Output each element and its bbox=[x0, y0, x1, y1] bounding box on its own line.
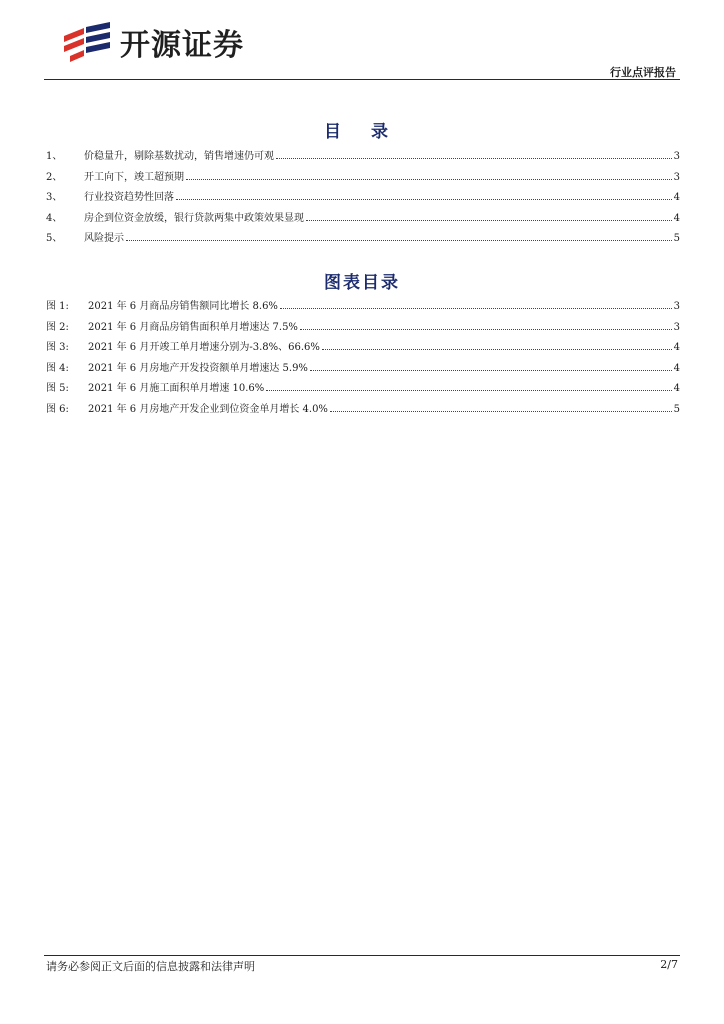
figure-entry-page: 4 bbox=[673, 362, 680, 374]
toc-entry-label: 价稳量升，剔除基数扰动，销售增速仍可观 bbox=[84, 151, 274, 162]
figure-entry-page: 5 bbox=[673, 403, 680, 415]
dot-leader bbox=[186, 179, 672, 180]
toc-entry-number: 3、 bbox=[46, 192, 63, 203]
toc-entry-page: 4 bbox=[673, 192, 680, 203]
toc-entry-number: 2、 bbox=[46, 171, 63, 183]
toc-entry-page: 3 bbox=[673, 171, 680, 183]
figure-entry-page: 3 bbox=[673, 301, 680, 312]
figure-entry[interactable] bbox=[46, 379, 680, 400]
toc-entry-page: 5 bbox=[673, 233, 680, 244]
dot-leader bbox=[306, 220, 672, 221]
figure-entry-number: 图 5: bbox=[46, 383, 69, 394]
figure-entry-label: 2021 年 6 月房地产开发投资额单月增速达 5.9% bbox=[88, 362, 308, 374]
figure-entry[interactable] bbox=[46, 318, 680, 339]
figure-entry-page: 3 bbox=[673, 321, 680, 333]
toc-entry-page: 3 bbox=[673, 151, 680, 162]
figure-entry-label: 2021 年 6 月商品房销售额同比增长 8.6% bbox=[88, 301, 278, 312]
dot-leader bbox=[322, 349, 672, 350]
dot-leader bbox=[276, 158, 672, 159]
figures-toc-list bbox=[46, 297, 680, 420]
toc-entry-number: 1、 bbox=[46, 151, 63, 162]
figure-entry-page: 4 bbox=[673, 383, 680, 394]
toc-entry[interactable] bbox=[46, 188, 680, 209]
toc-entry[interactable] bbox=[46, 168, 680, 189]
toc-title: 目 录 bbox=[324, 122, 400, 142]
figure-entry-page: 4 bbox=[673, 342, 680, 353]
figure-entry-label: 2021 年 6 月开竣工单月增速分别为-3.8%、66.6% bbox=[88, 342, 320, 353]
figure-entry-number: 图 3: bbox=[46, 342, 69, 353]
figure-entry[interactable] bbox=[46, 400, 680, 421]
toc-entry[interactable] bbox=[46, 229, 680, 250]
logo-mark-icon bbox=[60, 22, 114, 62]
toc-entry-number: 5、 bbox=[46, 233, 63, 244]
toc-list bbox=[46, 147, 680, 250]
dot-leader bbox=[266, 390, 671, 391]
toc-entry-number: 4、 bbox=[46, 212, 63, 224]
toc-entry-page: 4 bbox=[673, 212, 680, 224]
toc-entry-label: 风险提示 bbox=[84, 233, 124, 244]
toc-entry-label: 行业投资趋势性回落 bbox=[84, 192, 174, 203]
dot-leader bbox=[330, 411, 672, 412]
footer-divider bbox=[44, 955, 680, 956]
company-logo bbox=[60, 22, 244, 62]
figure-entry-label: 2021 年 6 月房地产开发企业到位资金单月增长 4.0% bbox=[88, 403, 328, 415]
figure-entry[interactable] bbox=[46, 359, 680, 380]
dot-leader bbox=[280, 308, 672, 309]
figure-entry-number: 图 1: bbox=[46, 301, 69, 312]
figure-entry-label: 2021 年 6 月施工面积单月增速 10.6% bbox=[88, 383, 265, 394]
dot-leader bbox=[176, 199, 672, 200]
dot-leader bbox=[300, 329, 672, 330]
header-divider bbox=[44, 79, 680, 80]
dot-leader bbox=[126, 240, 672, 241]
page-number: 2/7 bbox=[660, 958, 678, 971]
toc-entry[interactable] bbox=[46, 209, 680, 230]
figure-entry-label: 2021 年 6 月商品房销售面积单月增速达 7.5% bbox=[88, 321, 298, 333]
figure-entry-number: 图 4: bbox=[46, 362, 69, 374]
figures-toc-title: 图表目录 bbox=[324, 273, 400, 293]
logo-text: 开源证券 bbox=[120, 28, 244, 63]
figure-entry-number: 图 6: bbox=[46, 403, 69, 415]
toc-entry-label: 房企到位资金放缓，银行贷款两集中政策效果显现 bbox=[84, 212, 304, 224]
toc-entry[interactable] bbox=[46, 147, 680, 168]
report-type-label: 行业点评报告 bbox=[610, 66, 676, 79]
figure-entry[interactable] bbox=[46, 338, 680, 359]
footer-disclaimer: 请务必参阅正文后面的信息披露和法律声明 bbox=[46, 960, 255, 973]
dot-leader bbox=[310, 370, 672, 371]
figure-entry[interactable] bbox=[46, 297, 680, 318]
figure-entry-number: 图 2: bbox=[46, 321, 69, 333]
toc-entry-label: 开工向下，竣工超预期 bbox=[84, 171, 184, 183]
